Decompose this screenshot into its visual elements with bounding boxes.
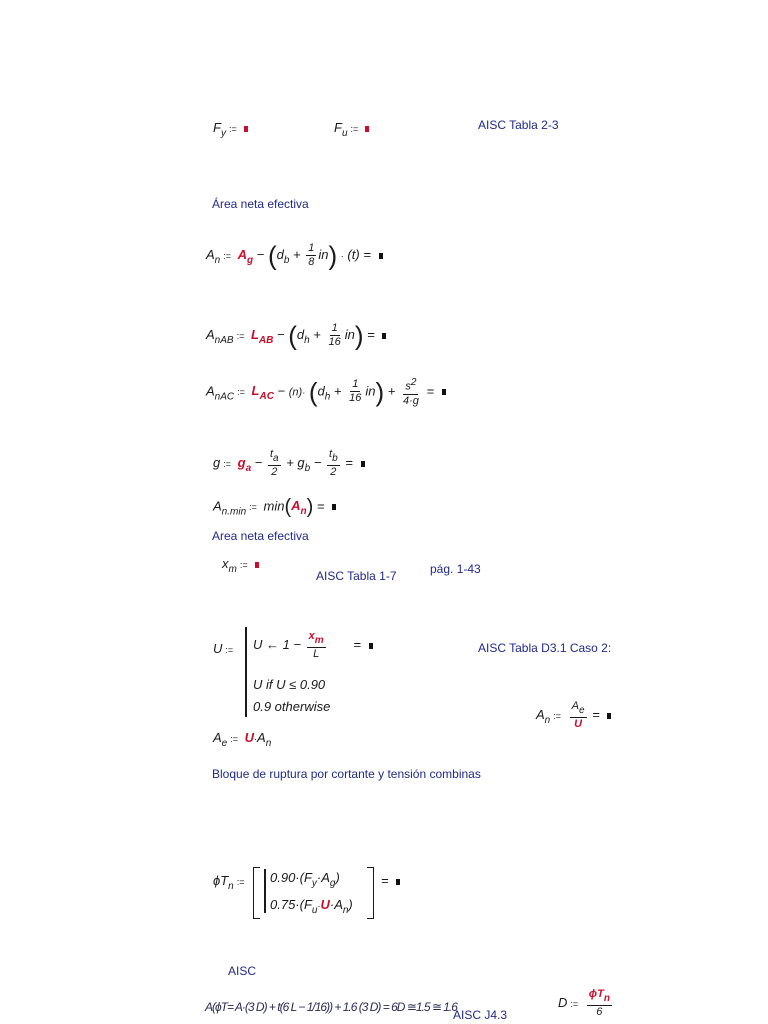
program-bar — [245, 627, 247, 717]
eq-phitn-lhs: $\phi T_n$ := — [213, 873, 245, 892]
eq-d: D := $\frac{\phi T_n}{6}$ — [558, 988, 610, 1018]
eq-an-ae-u: $A_n$ := $\frac{A_e}{U}$ = — [536, 700, 611, 731]
xm-definition: $x_m$ := — [222, 556, 259, 575]
eq-g: g := $g_a$ − $\frac{t_a}{2}$ + $g_b$ − $\frac{t_b}{2}$ = — [213, 448, 365, 479]
fu-definition: $F_u$ := — [334, 120, 369, 139]
eq-anac: $A_{nAC}$ := $L_{AC} - (n)\cdot (d_h$ + $\frac{1}{16}$ in) + $\frac{s^2}{4\cdot g}$ = — [206, 376, 446, 408]
eq-u-row2: U if U ≤ 0.90 — [253, 677, 326, 692]
eq-u-row3: 0.9 otherwise — [253, 699, 331, 714]
eq-phitn-row2: $0.75\cdot(F_u\cdot U\cdot A_n)$ — [270, 897, 353, 916]
matrix-bracket-left — [253, 867, 260, 919]
footer-aisc: AISC — [228, 964, 257, 978]
eq-an: $A_n$ := $A_g - (d_b$ + $\frac{1}{8}$ in) · (t) = — [206, 242, 383, 269]
ref-tabla-1-7: AISC Tabla 1-7 — [316, 569, 397, 583]
eq-phitn-result: = — [381, 873, 400, 888]
eq-anmin: $A_{n.min}$ := $\min(A_n)$ = — [213, 497, 336, 517]
matrix-bracket-right — [367, 867, 374, 919]
matrix-program-bar — [264, 869, 266, 913]
footer-overlapping-equations: A(ϕT= A·(3 D) + t(6 L − 1/16)) + 1.6 (3 D) = 6D ≅1.5 ≅ 1.6 — [205, 1000, 457, 1014]
heading-area-neta: Área neta efectiva — [212, 197, 309, 211]
fy-definition: $F_y$ := — [213, 120, 248, 139]
eq-u-row1: U ← 1 − $\frac{x_m}{L}$ = — [253, 630, 373, 661]
eq-u-lhs: U := — [213, 641, 234, 656]
heading-bloque-ruptura: Bloque de ruptura por cortante y tensión combinas — [212, 767, 481, 781]
ref-tabla-d31: AISC Tabla D3.1 Caso 2: — [478, 641, 612, 655]
eq-phitn-row1: $0.90\cdot(F_y\cdot A_g)$ — [270, 870, 340, 889]
eq-ae: $A_e$ := $U\cdot A_n$ — [213, 730, 272, 749]
ref-pagina: pág. 1-43 — [430, 562, 481, 576]
eq-anab: $A_{nAB}$ := $L_{AB} - (d_h$ + $\frac{1}{16}$ in) = — [206, 322, 386, 349]
heading-area-neta-2: Area neta efectiva — [212, 529, 309, 543]
ref-tabla-2-3: AISC Tabla 2-3 — [478, 118, 559, 132]
ref-aisc-j43: AISC J4.3 — [453, 1008, 508, 1022]
